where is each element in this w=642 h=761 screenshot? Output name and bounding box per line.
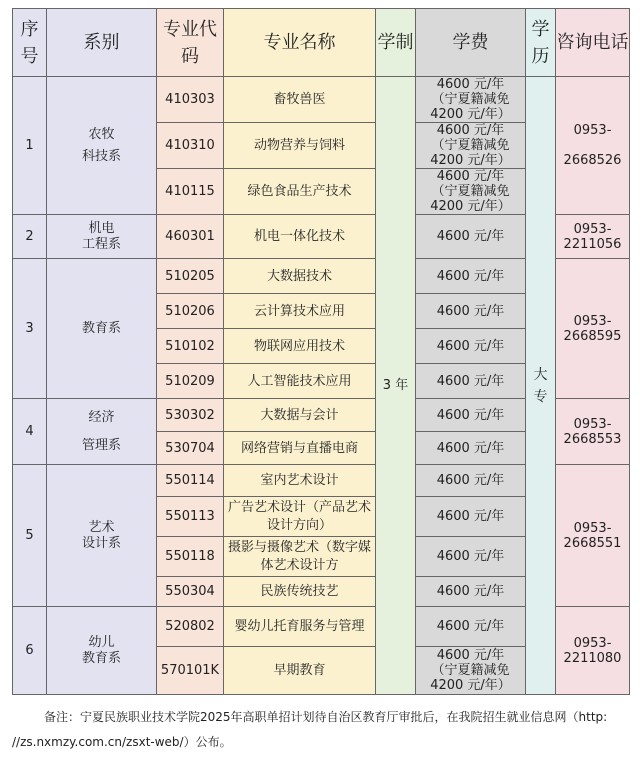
phone-cell: 0953- 2211080 xyxy=(556,607,630,695)
phone-cell: 0953- 2211056 xyxy=(556,215,630,259)
header-code: 专业代码 xyxy=(157,9,224,77)
header-phone: 咨询电话 xyxy=(556,9,630,77)
code-cell: 510102 xyxy=(157,329,224,364)
major-name-cell: 早期教育 xyxy=(224,647,376,695)
major-name-cell: 机电一体化技术 xyxy=(224,215,376,259)
degree-cell: 大专 xyxy=(526,77,556,695)
code-cell: 510205 xyxy=(157,259,224,294)
major-name-cell: 物联网应用技术 xyxy=(224,329,376,364)
dept-cell: 幼儿 教育系 xyxy=(47,607,157,695)
dept-cell: 农牧 科技系 xyxy=(47,77,157,215)
major-table xyxy=(12,8,630,695)
code-cell: 410115 xyxy=(157,169,224,215)
fee-cell: 4600 元/年 xyxy=(416,399,526,432)
header-degree: 学历 xyxy=(526,9,556,77)
header-seq: 序号 xyxy=(13,9,47,77)
seq-cell: 3 xyxy=(13,259,47,399)
major-name-cell: 绿色食品生产技术 xyxy=(224,169,376,215)
code-cell: 550118 xyxy=(157,537,224,577)
fee-cell: 4600 元/年 （宁夏籍减免 4200 元/年） xyxy=(416,123,526,169)
code-cell: 530704 xyxy=(157,432,224,465)
fee-cell: 4600 元/年 xyxy=(416,364,526,399)
code-cell: 570101K xyxy=(157,647,224,695)
fee-cell: 4600 元/年 xyxy=(416,577,526,607)
phone-cell: 0953- 2668553 xyxy=(556,399,630,465)
fee-cell: 4600 元/年 （宁夏籍减免 4200 元/年） xyxy=(416,169,526,215)
duration-cell: 3 年 xyxy=(376,77,416,695)
seq-cell: 6 xyxy=(13,607,47,695)
footnote: 备注：宁夏民族职业技术学院2025年高职单招计划待自治区教育厅审批后，在我院招生就业信息网（http: //zs.nxmzy.com.cn/zsxt-web/）公布。 xyxy=(12,710,608,749)
header-duration: 学制 xyxy=(376,9,416,77)
seq-cell: 2 xyxy=(13,215,47,259)
code-cell: 510209 xyxy=(157,364,224,399)
code-cell: 550304 xyxy=(157,577,224,607)
header-fee: 学费 xyxy=(416,9,526,77)
fee-cell: 4600 元/年 xyxy=(416,329,526,364)
seq-cell: 1 xyxy=(13,77,47,215)
seq-cell: 4 xyxy=(13,399,47,465)
code-cell: 530302 xyxy=(157,399,224,432)
major-name-cell: 大数据技术 xyxy=(224,259,376,294)
code-cell: 460301 xyxy=(157,215,224,259)
code-cell: 520802 xyxy=(157,607,224,647)
major-name-cell: 动物营养与饲料 xyxy=(224,123,376,169)
fee-cell: 4600 元/年 xyxy=(416,215,526,259)
major-name-cell: 民族传统技艺 xyxy=(224,577,376,607)
phone-cell: 0953- 2668595 xyxy=(556,259,630,399)
code-cell: 550113 xyxy=(157,497,224,537)
fee-cell: 4600 元/年 xyxy=(416,465,526,497)
fee-cell: 4600 元/年 xyxy=(416,432,526,465)
seq-cell: 5 xyxy=(13,465,47,607)
dept-cell: 机电 工程系 xyxy=(47,215,157,259)
code-cell: 510206 xyxy=(157,294,224,329)
major-name-cell: 室内艺术设计 xyxy=(224,465,376,497)
major-name-cell: 云计算技术应用 xyxy=(224,294,376,329)
fee-cell: 4600 元/年 xyxy=(416,537,526,577)
major-name-cell: 网络营销与直播电商 xyxy=(224,432,376,465)
code-cell: 550114 xyxy=(157,465,224,497)
dept-cell: 艺术 设计系 xyxy=(47,465,157,607)
table-row xyxy=(13,77,630,123)
header-name: 专业名称 xyxy=(224,9,376,77)
header-row xyxy=(13,9,630,77)
major-name-cell: 大数据与会计 xyxy=(224,399,376,432)
code-cell: 410303 xyxy=(157,77,224,123)
phone-cell: 0953- 2668551 xyxy=(556,465,630,607)
phone-cell: 0953- 2668526 xyxy=(556,77,630,215)
fee-cell: 4600 元/年 xyxy=(416,607,526,647)
header-dept: 系别 xyxy=(47,9,157,77)
major-name-cell: 摄影与摄像艺术（数字媒体艺术设计方 xyxy=(224,537,376,577)
dept-cell: 经济 管理系 xyxy=(47,399,157,465)
dept-cell: 教育系 xyxy=(47,259,157,399)
fee-cell: 4600 元/年 （宁夏籍减免 4200 元/年） xyxy=(416,647,526,695)
fee-cell: 4600 元/年 xyxy=(416,259,526,294)
fee-cell: 4600 元/年 xyxy=(416,497,526,537)
major-name-cell: 广告艺术设计（产品艺术设计方向） xyxy=(224,497,376,537)
major-name-cell: 婴幼儿托育服务与管理 xyxy=(224,607,376,647)
fee-cell: 4600 元/年 （宁夏籍减免 4200 元/年） xyxy=(416,77,526,123)
major-name-cell: 畜牧兽医 xyxy=(224,77,376,123)
code-cell: 410310 xyxy=(157,123,224,169)
major-name-cell: 人工智能技术应用 xyxy=(224,364,376,399)
fee-cell: 4600 元/年 xyxy=(416,294,526,329)
